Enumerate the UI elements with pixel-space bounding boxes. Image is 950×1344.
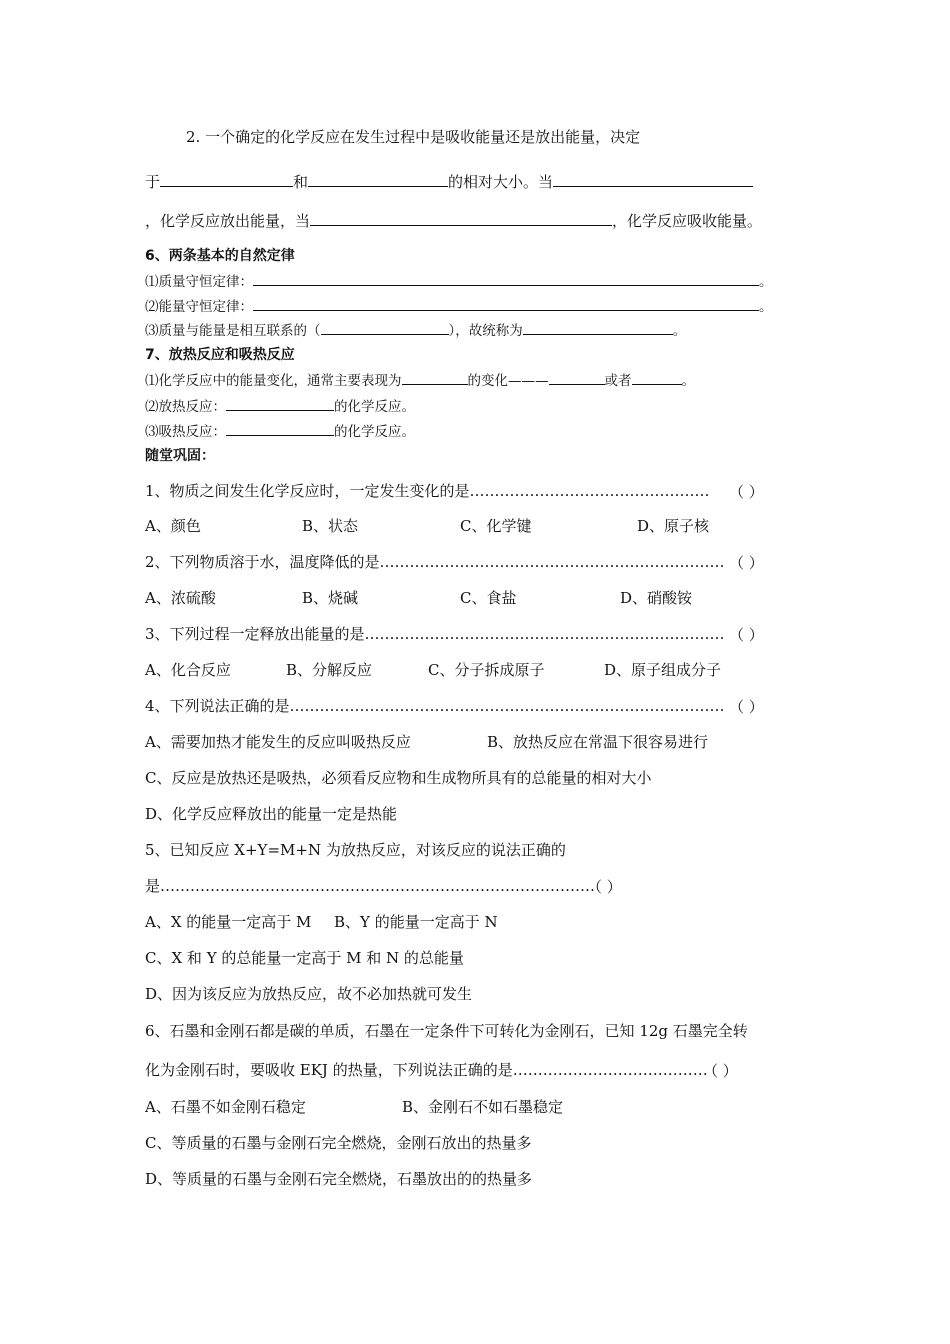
fill-blank[interactable] xyxy=(253,271,759,286)
q6-option-d[interactable]: D、等质量的石墨与金刚石完全燃烧，石墨放出的的热量多 xyxy=(145,1170,533,1188)
q2-option-c[interactable]: C、食盐 xyxy=(460,589,517,607)
answer-paren[interactable]: （ ） xyxy=(729,698,764,716)
q1-option-d[interactable]: D、原子核 xyxy=(637,517,710,535)
q6-option-c[interactable]: C、等质量的石墨与金刚石完全燃烧，金刚石放出的热量多 xyxy=(145,1134,532,1152)
question-1-stem: 1、物质之间发生化学反应时，一定发生变化的是………………………………………… xyxy=(145,482,710,500)
q4-option-d[interactable]: D、化学反应释放出的能量一定是热能 xyxy=(145,805,398,823)
q4-option-b[interactable]: B、放热反应在常温下很容易进行 xyxy=(487,733,709,751)
q2-line-2: 于 和 的相对大小。当 xyxy=(145,170,753,192)
q1-option-c[interactable]: C、化学键 xyxy=(460,517,532,535)
q3-option-c[interactable]: C、分子拆成原子 xyxy=(428,661,545,679)
fill-blank[interactable] xyxy=(402,370,468,385)
fill-blank[interactable] xyxy=(226,396,334,411)
q4-option-a[interactable]: A、需要加热才能发生的反应叫吸热反应 xyxy=(145,733,411,751)
question-6-stem-1: 6、石墨和金刚石都是碳的单质，石墨在一定条件下可转化为金刚石，已知 12g 石墨完全转 xyxy=(145,1022,748,1040)
question-2-stem: 2、下列物质溶于水，温度降低的是…………………………………………………………… xyxy=(145,553,725,571)
question-5-stem-1: 5、已知反应 X+Y=M+N 为放热反应，对该反应的说法正确的 xyxy=(145,841,566,859)
reaction-2: ⑵放热反应： 的化学反应。 xyxy=(145,396,415,417)
fill-blank[interactable] xyxy=(310,209,612,226)
fill-blank[interactable] xyxy=(549,370,605,385)
answer-paren[interactable]: （ ） xyxy=(729,483,764,501)
question-3-stem: 3、下列过程一定释放出能量的是……………………………………………………………… xyxy=(145,625,725,643)
fill-blank[interactable] xyxy=(553,170,753,187)
q6-option-a[interactable]: A、石墨不如金刚石稳定 xyxy=(145,1098,306,1116)
q5-option-a[interactable]: A、X 的能量一定高于 M xyxy=(145,913,312,931)
section-6-heading: 6、两条基本的自然定律 xyxy=(145,248,295,264)
answer-paren[interactable]: （ ） xyxy=(729,626,764,644)
question-5-stem-2: 是…………………………………………………………………………… xyxy=(145,877,596,895)
q3-option-b[interactable]: B、分解反应 xyxy=(286,661,373,679)
section-7-heading: 7、放热反应和吸热反应 xyxy=(145,347,295,363)
answer-paren[interactable]: （ ） xyxy=(587,878,622,896)
practice-heading: 随堂巩固： xyxy=(145,448,215,464)
fill-blank[interactable] xyxy=(253,296,759,311)
question-6-stem-2: 化为金刚石时，要吸收 EKJ 的热量，下列说法正确的是………………………………… xyxy=(145,1061,708,1079)
fill-blank[interactable] xyxy=(321,320,449,335)
reaction-3: ⑶吸热反应： 的化学反应。 xyxy=(145,421,415,442)
q4-option-c[interactable]: C、反应是放热还是吸热，必须看反应物和生成物所具有的总能量的相对大小 xyxy=(145,769,652,787)
q1-option-a[interactable]: A、颜色 xyxy=(145,517,201,535)
question-4-stem: 4、下列说法正确的是…………………………………………………………………………… xyxy=(145,697,725,715)
reaction-1: ⑴化学反应中的能量变化，通常主要表现为 的变化——— 或者 。 xyxy=(145,370,695,391)
q2-line-1: 2. 一个确定的化学反应在发生过程中是吸收能量还是放出能量，决定 xyxy=(186,128,641,146)
law-1: ⑴质量守恒定律： 。 xyxy=(145,271,773,292)
q2-option-b[interactable]: B、烧碱 xyxy=(302,589,359,607)
q3-option-d[interactable]: D、原子组成分子 xyxy=(604,661,722,679)
fill-blank[interactable] xyxy=(632,370,682,385)
q5-option-b[interactable]: B、Y 的能量一定高于 N xyxy=(334,913,498,931)
answer-paren[interactable]: （ ） xyxy=(703,1062,738,1080)
q5-option-c[interactable]: C、X 和 Y 的总能量一定高于 M 和 N 的总能量 xyxy=(145,949,464,967)
q2-option-a[interactable]: A、浓硫酸 xyxy=(145,589,216,607)
answer-paren[interactable]: （ ） xyxy=(729,554,764,572)
q3-option-a[interactable]: A、化合反应 xyxy=(145,661,231,679)
q2-option-d[interactable]: D、硝酸铵 xyxy=(620,589,693,607)
fill-blank[interactable] xyxy=(226,421,334,436)
fill-blank[interactable] xyxy=(308,170,448,187)
fill-blank[interactable] xyxy=(523,320,673,335)
q1-option-b[interactable]: B、状态 xyxy=(302,517,359,535)
q6-option-b[interactable]: B、金刚石不如石墨稳定 xyxy=(402,1098,564,1116)
fill-blank[interactable] xyxy=(160,170,293,187)
q5-option-d[interactable]: D、因为该反应为放热反应，故不必加热就可发生 xyxy=(145,985,473,1003)
q2-line-3: ，化学反应放出能量，当 ，化学反应吸收能量。 xyxy=(145,209,762,231)
law-3: ⑶质量与能量是相互联系的（ ），故统称为 。 xyxy=(145,320,686,341)
law-2: ⑵能量守恒定律： 。 xyxy=(145,296,773,317)
